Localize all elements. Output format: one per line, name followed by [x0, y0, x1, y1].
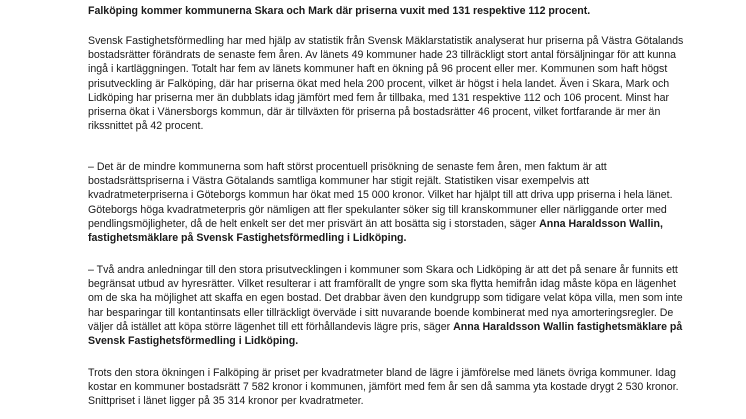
paragraph-quote-rental-supply: [88, 263, 686, 348]
paragraph-quote-small-municipalities: [88, 160, 686, 245]
paragraph-text: – Två andra anledningar till den stora prisutvecklingen i kommuner som Skara och Lidköping är att det på senare år funnits ett begränsat utbud av hyresrätter. Vilket resulterar i att framförallt de yngre som ska flytta hemifrån idag måste köpa en lägenhet om de ska ha möjlighet att skaffa en egen bostad. Det drabbar även den kundgrupp som tidigare velat köpa villa, men som inte har besparingar till kontantinsats eller tillräckligt överväde i sitt nuvarande boende kombinerat med nya amorteringsregler. De väljer då istället att köpa större lägenhet till ett förhållandevis lägre pris, säger: [88, 264, 683, 333]
paragraph-text: Svensk Fastighetsförmedling har med hjälp av statistik från Svensk Mäklarstatistik analyserat hur priserna på Västra Götalands bostadsrätter förändrats de senaste fem åren. Av länets 49 kommuner hade 23 tillräckligt stort antal försäljningar för att kunna ingå i kartläggningen. Totalt har fem av länets kommuner haft en ökning på 96 procent eller mer. Kommunen som haft högst prisutveckling är Falköping, där har priserna ökat med hela 200 procent, vilket är högst i hela landet. Även i Skara, Mark och Lidköping har priserna mer än dubblats idag jämfört med fem år tillbaka, med 131 respektive 112 och 106 procent. Minst har priserna ökat i Vänersborgs kommun, där är tillväxten för priserna på bostadsrätter 46 procent, vilket fortfarande är mer än rikssnittet på 42 procent.: [88, 35, 684, 133]
lead-sentence: Falköping kommer kommunerna Skara och Mark där priserna vuxit med 131 respektive 112 procent.: [88, 5, 591, 17]
quote-attribution: Anna Haraldsson Wallin fastighetsmäklare på Svensk Fastighetsförmedling i Lidköping.: [88, 320, 683, 348]
quote-attribution: Anna Haraldsson Wallin, fastighetsmäklare på Svensk Fastighetsförmedling i Lidköping.: [88, 217, 663, 245]
paragraph-price-analysis: [88, 34, 686, 133]
paragraph-price-per-sqm: [88, 366, 686, 409]
paragraph-text: – Det är de mindre kommunerna som haft störst procentuell prisökning de senaste fem åren, men faktum är att bostadsrättspriserna i Västra Götalands samtliga kommuner har stigit rejält. Statistiken visar exempelvis att kvadratmeterpriserna i Göteborgs kommun har ökat med 15 000 kronor. Vilket har hjälpt till att driva upp priserna i hela länet. Göteborgs höga kvadratmeterpris gör nämligen att fler spekulanter söker sig till kranskommuner eller närliggande orter med pendlingsmöjligheter, då de helt enkelt ser det mer prisvärt än att bosätta sig i storstaden, säger: [88, 161, 673, 230]
paragraph-text: Trots den stora ökningen i Falköping är priset per kvadratmeter bland de lägre i jämförelse med länets övriga kommuner. Idag kostar en kommuner bostadsrätt 7 582 kronor i kommunen, jämfört med fem år sen då samma yta kostade drygt 2 530 kronor. Snittpriset i länet ligger på 35 314 kronor per kvadratmeter.: [88, 367, 679, 408]
